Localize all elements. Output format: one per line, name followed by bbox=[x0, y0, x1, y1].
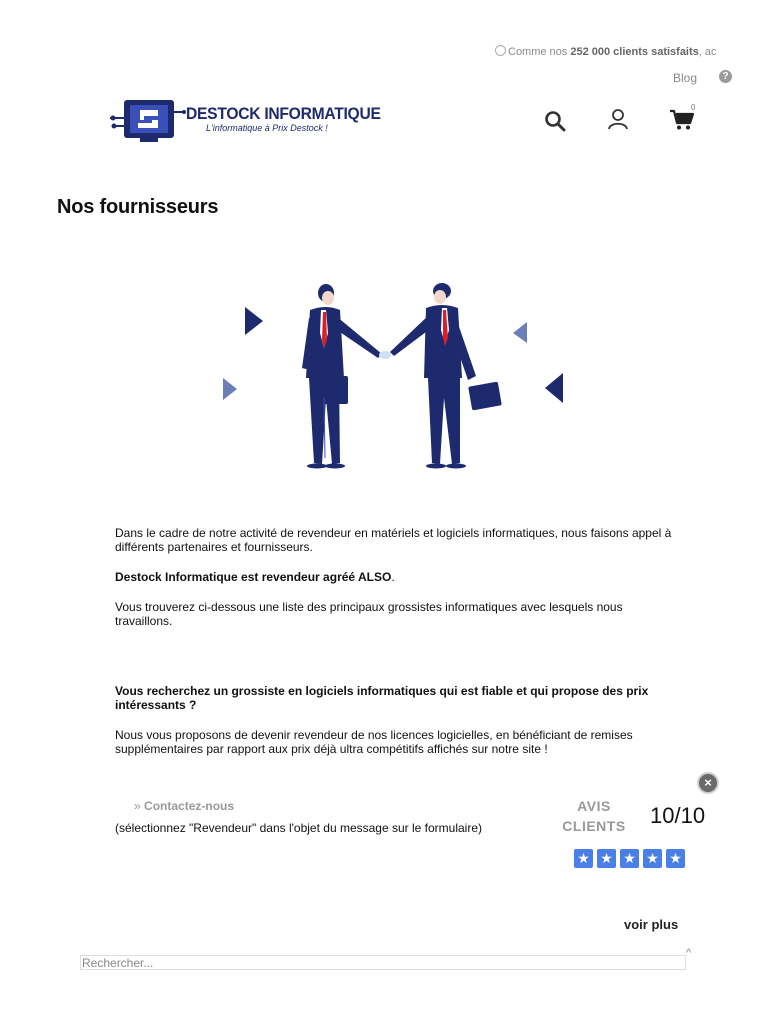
contact-note: (sélectionnez "Revendeur" dans l'objet du message sur le formulaire) bbox=[115, 821, 482, 835]
star-icon: ★ bbox=[574, 849, 593, 868]
grossistes-paragraph: Vous trouverez ci-dessous une liste des principaux grossistes informatiques avec lesquels nous travaillons. bbox=[115, 600, 623, 628]
close-icon[interactable]: × bbox=[697, 772, 719, 794]
handshake-illustration bbox=[214, 278, 574, 478]
logo-mark-icon bbox=[110, 96, 186, 144]
page-title: Nos fournisseurs bbox=[57, 196, 219, 218]
promo-banner: Comme nos 252 000 clients satisfaits, ac bbox=[495, 45, 768, 58]
star-icon: ★ bbox=[666, 849, 685, 868]
search-icon[interactable] bbox=[544, 110, 566, 132]
revendeur-paragraph: Nous vous proposons de devenir revendeur de nos licences logicielles, en bénéficiant de remises supplémentaires par rapport aux prix déjà ultra compétitifs affichés sur notre site ! bbox=[115, 728, 633, 756]
question-paragraph: Vous recherchez un grossiste en logiciels informatiques qui est fiable et qui propose des prix intéressants ? bbox=[115, 684, 649, 712]
cart-icon[interactable] bbox=[669, 109, 695, 131]
double-chevron-right-icon: » bbox=[134, 799, 141, 813]
logo-tagline: L'informatique à Prix Destock ! bbox=[206, 123, 328, 133]
search-input[interactable] bbox=[80, 955, 686, 970]
star-icon: ★ bbox=[620, 849, 639, 868]
voir-plus-link[interactable]: voir plus bbox=[624, 917, 679, 932]
star-icon: ★ bbox=[643, 849, 662, 868]
logo[interactable] bbox=[110, 96, 381, 144]
reviews-score: 10/10 bbox=[650, 803, 706, 828]
user-icon[interactable] bbox=[607, 108, 629, 130]
contact-link[interactable]: » Contactez-nous bbox=[134, 799, 235, 813]
smile-icon bbox=[495, 45, 506, 56]
blog-link[interactable]: Blog bbox=[673, 71, 698, 85]
cart-count-badge: 0 bbox=[691, 103, 696, 112]
intro-paragraph: Dans le cadre de notre activité de revendeur en matériels et logiciels informatiques, nous faisons appel à différents partenaires et fournisseurs. bbox=[115, 526, 672, 554]
logo-title: DESTOCK INFORMATIQUE bbox=[186, 104, 381, 123]
star-icon: ★ bbox=[597, 849, 616, 868]
question-circle-icon[interactable]: ? bbox=[719, 70, 732, 83]
rating-stars bbox=[574, 849, 685, 868]
chevron-up-icon[interactable]: ^ bbox=[686, 947, 692, 959]
also-paragraph: Destock Informatique est revendeur agréé ALSO. bbox=[115, 570, 395, 584]
reviews-label: AVIS CLIENTS bbox=[562, 798, 626, 834]
